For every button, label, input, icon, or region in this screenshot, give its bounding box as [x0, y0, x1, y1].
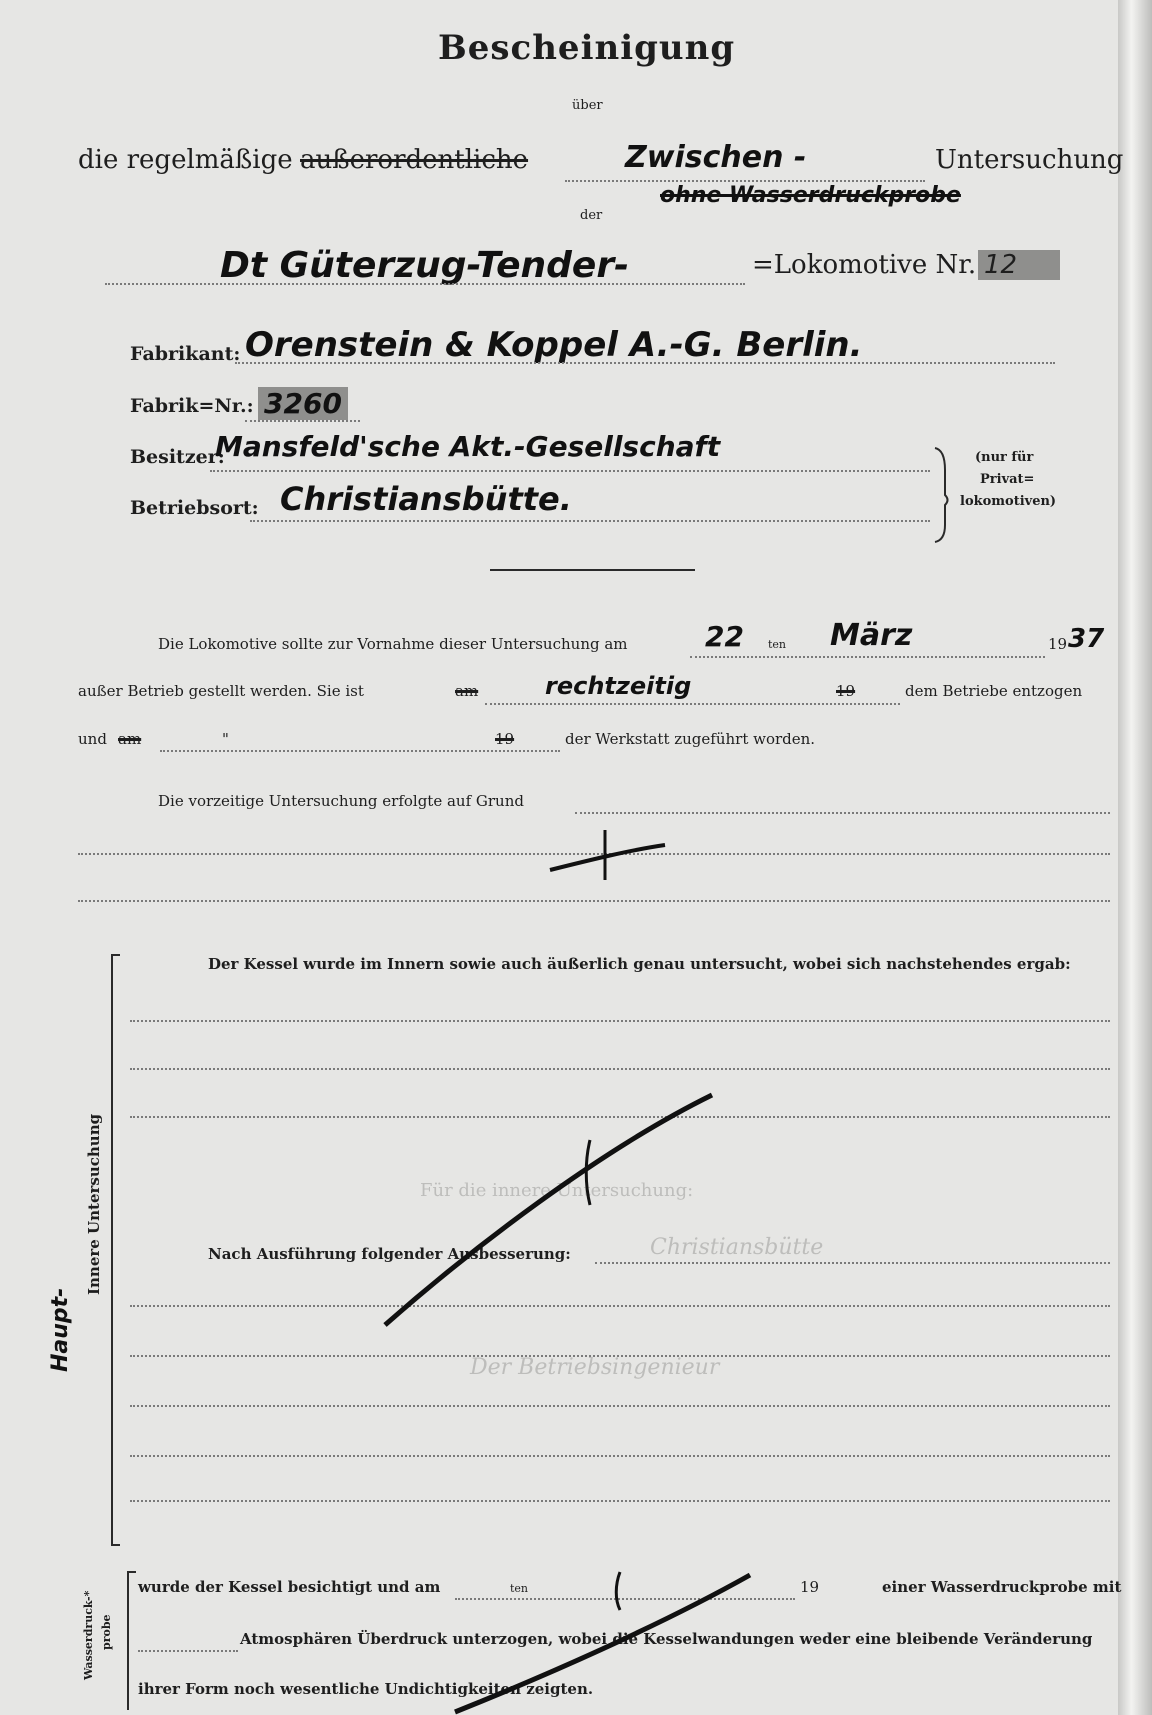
water-test-side-label-2: probe	[100, 1614, 113, 1650]
schedule-line3-ditto: "	[222, 730, 229, 748]
regular-exam-label: die regelmäßige	[78, 145, 293, 175]
operating-location-value: Christiansbütte.	[280, 480, 572, 518]
handwritten-without-pressure-test: ohne Wasserdruckprobe	[660, 183, 961, 208]
inner-exam-bracket	[112, 955, 120, 1545]
water-year-prefix: 19	[800, 1578, 820, 1596]
bleed-through-text: Für die innere Untersuchung:	[420, 1180, 694, 1201]
schedule-month: März	[830, 618, 913, 653]
water-line2-text: Atmosphären Überdruck unterzogen, wobei die Kesselwandungen weder eine bleibende Veränderung	[240, 1630, 1093, 1648]
water-cancel-tick	[616, 1572, 620, 1610]
water-line1-end: einer Wasserdruckprobe mit	[882, 1578, 1122, 1596]
schedule-line2-end: dem Betriebe entzogen	[905, 682, 1083, 700]
premature-reason-label: Die vorzeitige Untersuchung erfolgte auf Grund	[158, 792, 524, 810]
ueber-label: über	[572, 98, 603, 113]
schedule-line3-end: der Werkstatt zugeführt worden.	[565, 730, 816, 748]
water-line3-text: ihrer Form noch wesentliche Undichtigkeiten zeigten.	[138, 1680, 594, 1698]
document-title: Bescheinigung	[438, 28, 736, 68]
locomotive-label: =Lokomotive Nr.	[752, 250, 977, 280]
bleed-through-text: Der Betriebsingenieur	[470, 1355, 720, 1380]
schedule-line3-19: 19	[495, 730, 515, 748]
owner-value: Mansfeld'sche Akt.-Gesellschaft	[215, 430, 721, 463]
water-ten-suffix: ten	[510, 1582, 529, 1595]
handwritten-locomotive-type: Dt Güterzug-Tender-	[220, 245, 630, 286]
schedule-line1-text: Die Lokomotive sollte zur Vornahme dieser Untersuchung am	[158, 635, 628, 653]
extraordinary-exam-label: außerordentliche	[300, 145, 529, 175]
water-line1-text: wurde der Kessel besichtigt und am	[138, 1578, 441, 1596]
bleed-through-text: Christiansbütte	[650, 1235, 824, 1260]
locomotive-number: 12	[978, 250, 1060, 280]
inner-exam-cancel-stroke	[385, 1095, 712, 1325]
inner-exam-side-label-hand: Haupt-	[48, 1287, 73, 1372]
inner-exam-text: Der Kessel wurde im Innern sowie auch äußerlich genau untersucht, wobei sich nachstehendes ergab:	[208, 955, 1071, 973]
private-note-line1: (nur für	[975, 450, 1034, 465]
examination-label: Untersuchung	[935, 145, 1124, 175]
handwritten-intermediate: Zwischen -	[625, 140, 807, 175]
schedule-year-hand: 37	[1068, 624, 1105, 654]
private-note-line2: Privat=	[980, 472, 1035, 487]
schedule-handwritten-timely: rechtzeitig	[545, 672, 692, 700]
schedule-line2-text: außer Betrieb gestellt werden. Sie ist	[78, 682, 364, 700]
schedule-line3-am: am	[118, 730, 142, 748]
manufacturer-value: Orenstein & Koppel A.-G. Berlin.	[245, 325, 863, 365]
private-bracket	[935, 448, 948, 542]
schedule-struck-am: am	[455, 682, 479, 700]
factory-number-value: 3260	[258, 387, 348, 420]
private-note-line3: lokomotiven)	[960, 494, 1057, 509]
reason-cancel-stroke	[550, 845, 665, 870]
schedule-line3-und: und	[78, 730, 107, 748]
schedule-day: 22	[705, 620, 744, 653]
schedule-line2-19: 19	[836, 682, 856, 700]
inner-exam-cancel-tick	[586, 1140, 590, 1205]
manufacturer-label: Fabrikant:	[130, 343, 241, 365]
water-cancel-stroke	[455, 1575, 750, 1712]
water-test-bracket	[128, 1572, 136, 1710]
water-test-side-label-1: Wasserdruck-*	[82, 1590, 95, 1680]
schedule-ten-suffix: ten	[768, 638, 787, 651]
repair-text: Nach Ausführung folgender Ausbesserung:	[208, 1245, 571, 1263]
schedule-year-prefix: 19	[1048, 635, 1068, 653]
inner-exam-side-label: Innere Untersuchung	[85, 1113, 103, 1295]
operating-location-label: Betriebsort:	[130, 497, 259, 519]
der-label: der	[580, 208, 603, 223]
factory-number-label: Fabrik=Nr.:	[130, 395, 254, 417]
owner-label: Besitzer:	[130, 446, 225, 468]
